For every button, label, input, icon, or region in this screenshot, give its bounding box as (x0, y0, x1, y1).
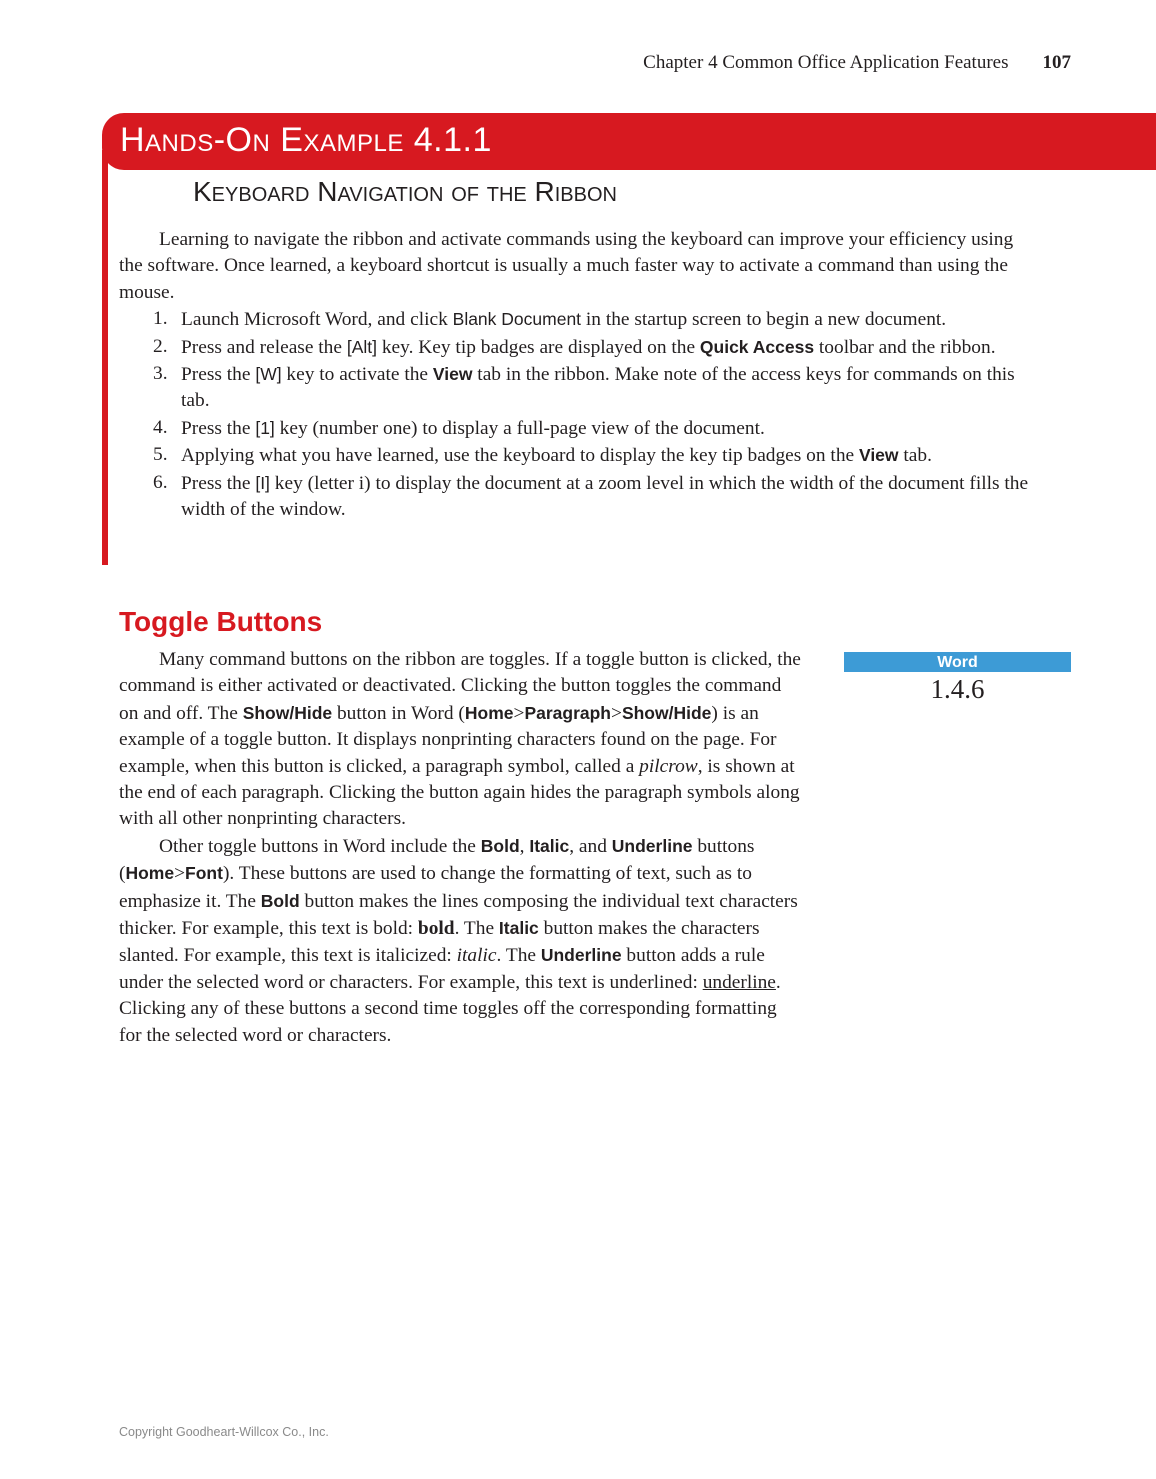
example-subtitle: Keyboard Navigation of the Ribbon (193, 176, 617, 207)
text-run: > (513, 702, 525, 724)
text-run: tab in the ribbon. Make note of the access keys for commands on this tab. (181, 364, 1015, 412)
ui-term: Paragraph (524, 702, 611, 723)
ui-term: [I] (255, 472, 270, 493)
text-run: in the startup screen to begin a new document. (581, 309, 947, 331)
section-title: Toggle Buttons (119, 606, 323, 637)
running-head (643, 52, 1071, 74)
text-run: pilcrow (639, 755, 698, 777)
step-item (119, 306, 1034, 333)
text-run: Applying what you have learned, use the keyboard to display the key tip badges on the (181, 445, 859, 467)
text-run: underline (702, 971, 776, 993)
ui-term: Bold (260, 890, 300, 911)
ui-term: Bold (480, 835, 520, 856)
ui-term: Italic (529, 835, 570, 856)
step-item (119, 415, 1034, 442)
text-run: Press the (181, 472, 256, 494)
text-run: . Clicking any of these buttons a second time toggles off the corresponding formatting for the selected word or characters. (119, 971, 781, 1046)
step-number: 5. (153, 444, 168, 466)
text-run: button in Word ( (332, 702, 465, 724)
text-run: . The (454, 918, 499, 940)
text-run: ) is an example of a toggle button. It displays nonprinting characters found on the page. For example, when this button is clicked, a paragraph symbol, called a (119, 702, 777, 777)
text-run: bold (417, 918, 455, 940)
ui-term: Show/Hide (242, 702, 333, 723)
text-run: Press and release the (181, 336, 347, 358)
text-run: italic (456, 945, 497, 967)
example-banner (102, 113, 1156, 170)
text-run: Press the (181, 364, 256, 386)
ui-term: View (432, 364, 473, 385)
ui-term: Show/Hide (621, 702, 712, 723)
text-run: > (611, 702, 622, 724)
step-number: 4. (153, 416, 168, 438)
ui-term: [1] (255, 417, 275, 438)
ui-term: [Alt] (346, 336, 377, 357)
ui-term: Italic (498, 918, 539, 939)
step-item (119, 470, 1034, 524)
ui-term: View (858, 445, 899, 466)
page-number: 107 (1042, 52, 1071, 73)
ui-term: Quick Access (699, 336, 815, 357)
step-item (119, 442, 1034, 469)
section-paragraph (119, 647, 804, 833)
section-paragraph (119, 833, 804, 1049)
text-run: > (174, 863, 186, 885)
step-number: 3. (153, 363, 168, 385)
example-title: Hands-On Example 4.1.1 (120, 121, 492, 159)
step-number: 6. (153, 471, 168, 493)
text-run: Launch Microsoft Word, and click (181, 309, 453, 331)
app-badge: Word (844, 652, 1071, 672)
text-run: , (519, 835, 530, 857)
text-run: key to activate the (281, 364, 433, 386)
step-number: 1. (153, 308, 168, 330)
text-run: . The (496, 945, 541, 967)
text-run: Other toggle buttons in Word include the (159, 835, 481, 857)
example-left-rule (102, 150, 108, 565)
text-run: Learning to navigate the ribbon and activate commands using the keyboard can improve your efficiency using the software. Once learned, a keyboard shortcut is usually a much faster way to activate a command than using the mouse. (119, 229, 1014, 303)
text-run: , and (569, 835, 612, 857)
text-run: button adds a rule under the selected word or characters. For example, this text is underlined: (119, 945, 765, 993)
ui-term: Home (125, 863, 175, 884)
chapter-title: Chapter 4 Common Office Application Features (643, 52, 1009, 73)
example-body (119, 227, 1034, 523)
copyright: Copyright Goodheart-Willcox Co., Inc. (119, 1425, 329, 1439)
steps-list (119, 306, 1034, 523)
text-run: key (number one) to display a full-page view of the document. (274, 417, 765, 439)
ui-term: Home (464, 702, 514, 723)
text-run: , is shown at the end of each paragraph. Clicking the button again hides the paragraph symbols along with all other nonprinting characters. (119, 755, 800, 830)
ui-term: Underline (611, 835, 693, 856)
step-item (119, 334, 1034, 361)
objective-number: 1.4.6 (930, 674, 985, 704)
text-run: toolbar and the ribbon. (814, 336, 996, 358)
text-run: tab. (898, 445, 932, 467)
text-run: ). These buttons are used to change the formatting of text, such as to emphasize it. The (119, 863, 752, 912)
ui-term: Font (185, 863, 223, 884)
step-item (119, 361, 1034, 415)
section-body (119, 647, 804, 1049)
text-run: button makes the characters slanted. For example, this text is italicized: (119, 918, 760, 967)
ui-term: Underline (540, 945, 622, 966)
text-run: buttons ( (119, 835, 755, 885)
step-number: 2. (153, 335, 168, 357)
text-run: button makes the lines composing the individual text characters thicker. For example, this text is bold: (119, 890, 798, 940)
text-run: Press the (181, 417, 256, 439)
text-run: key (letter i) to display the document at a zoom level in which the width of the document fills the width of the window. (181, 472, 1029, 521)
ui-term: [W] (255, 364, 282, 385)
intro-paragraph (119, 227, 1034, 306)
text-run: Many command buttons on the ribbon are toggles. If a toggle button is clicked, the command is either activated or deactivated. Clicking the button toggles the command on and off. The (119, 649, 801, 724)
ui-term: Blank Document (452, 309, 582, 330)
text-run: key. Key tip badges are displayed on the (377, 336, 700, 358)
